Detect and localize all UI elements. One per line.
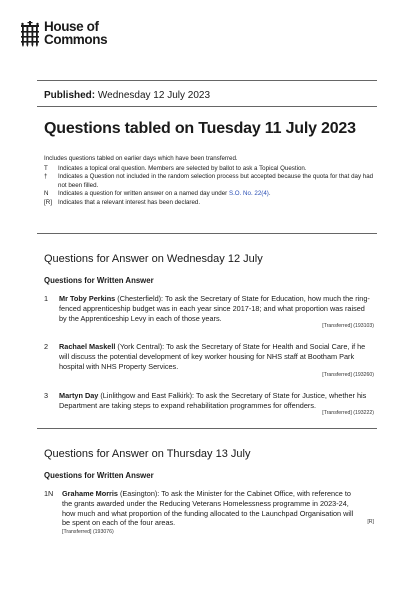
member-name: Martyn Day: [59, 390, 99, 400]
legend-item: [44, 190, 374, 199]
published-label: Published:: [44, 90, 96, 101]
question-text: To ask the Secretary of State for Justice, whether his Department are taking steps to expand rehabilitation programmes for offenders.: [59, 390, 367, 410]
symbol-legend: [44, 155, 374, 208]
page-title: Questions tabled on Tuesday 11 July 2023: [44, 120, 356, 137]
legend-symbol: T: [44, 164, 48, 172]
logo-line-1: House of: [44, 19, 99, 34]
section-thursday: [44, 448, 374, 536]
question-body: [59, 342, 374, 378]
legend-text: Indicates a topical oral question. Members are selected by ballot to ask a Topical Question.: [58, 164, 307, 172]
section-title: Questions for Answer on Thursday 13 July: [44, 448, 251, 460]
legend-item: [44, 199, 374, 208]
logo-wordmark: [44, 20, 107, 46]
question-line: [62, 489, 374, 528]
legend-suffix: .: [268, 190, 271, 198]
legend-text: Indicates that a relevant interest has been declared.: [58, 198, 201, 206]
divider: [37, 233, 377, 234]
question-reference: [Transferred] (193103): [322, 323, 374, 330]
published-line: [44, 90, 210, 101]
legend-text: Indicates a Question not included in the random selection process but accepted because the quota for that day had not been filled.: [58, 173, 374, 189]
question-body: [59, 294, 374, 330]
house-of-commons-logo: [20, 20, 107, 47]
constituency: (Easington):: [117, 489, 162, 498]
legend-symbol: †: [44, 173, 48, 181]
divider: [37, 106, 377, 107]
question-reference: [Transferred] (193222): [322, 410, 374, 417]
question-body: [59, 391, 374, 418]
question-reference: [Transferred] (193260): [322, 371, 374, 378]
question-item: [44, 294, 374, 330]
question-number: 1: [44, 294, 49, 303]
legend-text-wrap: [58, 190, 374, 199]
question-content: [62, 489, 361, 528]
standing-order-link[interactable]: S.O. No. 22(4): [228, 190, 269, 198]
question-reference: [Transferred] (193076): [62, 529, 114, 536]
section-subtitle: Questions for Written Answer: [44, 276, 154, 285]
portcullis-icon: [20, 21, 40, 47]
member-name: Mr Toby Perkins: [59, 294, 116, 303]
constituency: (York Central):: [115, 342, 167, 352]
section-wednesday: [44, 253, 374, 417]
question-item: [44, 391, 374, 418]
section-subtitle: Questions for Written Answer: [44, 471, 154, 480]
legend-intro: Includes questions tabled on earlier days which have been transferred.: [44, 155, 238, 162]
logo-line-2: Commons: [44, 32, 108, 47]
constituency: (Chesterfield):: [115, 294, 165, 303]
question-text: To ask the Secretary of State for Education, how much the ring-fenced apprenticeship budget was in each year since 2017-18; and what proportion was raised by the Apprenticeship Levy in each of those years.: [59, 294, 370, 323]
legend-symbol: [R]: [44, 198, 52, 206]
member-name: Rachael Maskell: [59, 342, 116, 352]
question-number: 3: [44, 390, 49, 400]
divider: [37, 80, 377, 81]
question-text: To ask the Secretary of State for Health and Social Care, if he will discuss the potential development of key worker housing for NHS staff at Bootham Park hospital with NHS Property Services.: [59, 342, 366, 371]
member-name: Grahame Morris: [62, 489, 118, 498]
section-title: Questions for Answer on Wednesday 12 July: [44, 253, 263, 265]
divider: [37, 428, 377, 429]
question-item: [44, 489, 374, 536]
question-item: [44, 342, 374, 378]
interest-declared-marker: [R]: [367, 519, 374, 526]
question-text: To ask the Minister for the Cabinet Office, with reference to the grants awarded under the Reducing Veterans Homelessness programme in 2023-24, how much and what proportion of the funding allocated to the Launchpad Organisation will be spent on each of the four areas.: [62, 489, 354, 528]
legend-symbol: N: [44, 190, 49, 198]
question-number: 1N: [44, 489, 54, 498]
constituency: (Linlithgow and East Falkirk):: [98, 390, 196, 400]
published-date: Wednesday 12 July 2023: [97, 90, 211, 101]
legend-item: [44, 165, 374, 174]
legend-item: [44, 173, 374, 190]
question-number: 2: [44, 342, 49, 352]
question-body: [62, 489, 374, 536]
legend-text: Indicates a question for written answer on a named day under: [58, 190, 229, 198]
